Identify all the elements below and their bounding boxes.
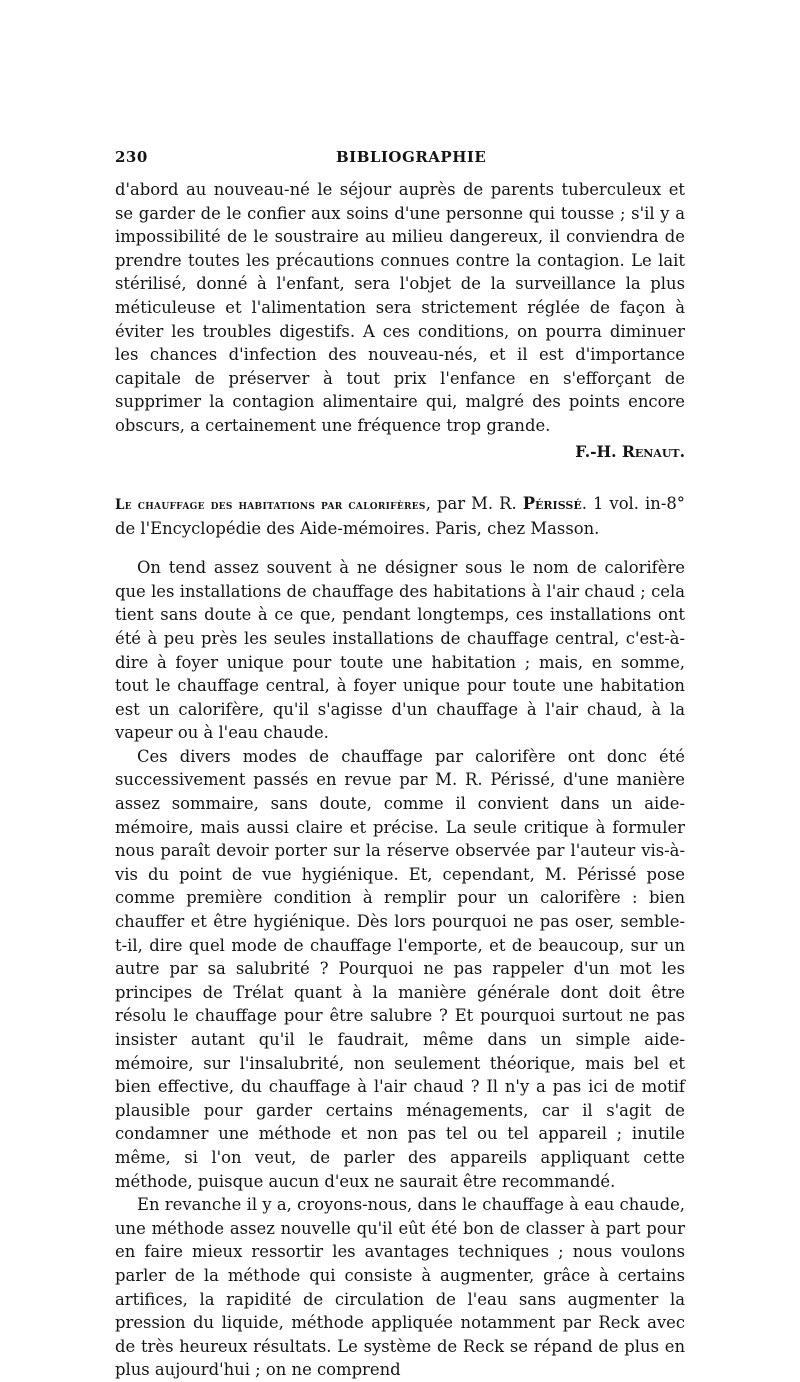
title-connector: , par M. R.	[425, 494, 523, 514]
review-paragraph: En revanche il y a, croyons-nous, dans le chauffage à eau chaude, une méthode assez nouvelle qu'il eût été bon de classer à part pour en faire mieux ressortir les avantages techniques ; nous voulons parler de la méthode qui consiste à augmenter, grâce à certains artifices, la rapidité de circulation de l'eau sans augmenter la pression du liquide, méthode appliquée notamment par Reck avec de très heureux résultats. Le système de Reck se répand de plus en plus aujourd'hui ; on ne comprend	[115, 1195, 685, 1380]
book-title: Le chauffage des habitations par calorifères	[115, 497, 426, 514]
signature-text: F.-H. Renaut.	[575, 441, 685, 461]
running-title: BIBLIOGRAPHIE	[336, 148, 487, 166]
review-body	[115, 556, 685, 1382]
book-author: Périssé	[522, 494, 582, 514]
publication-details: . 1 vol. in-8° de l'Encyclopédie des Aide-mémoires. Paris, chez Masson.	[115, 494, 685, 539]
review-title	[115, 492, 685, 540]
page-number: 230	[115, 148, 148, 166]
book-page	[115, 148, 685, 1382]
review-paragraph: On tend assez souvent à ne désigner sous le nom de calorifère que les installations de chauffage des habitations à l'air chaud ; cela tient sans doute à ce que, pendant longtemps, ces installations ont été à peu près les seules installations de chauffage central, c'est-à-dire à foyer unique pour toute une habitation ; mais, en somme, tout le chauffage central, à foyer unique pour toute une habitation est un calorifère, qu'il s'agisse d'un chauffage à l'air chaud, à la vapeur ou à l'eau chaude.	[115, 558, 685, 743]
reviewer-signature	[115, 440, 685, 464]
previous-review-paragraph: d'abord au nouveau-né le séjour auprès de parents tuberculeux et se garder de le confier aux soins d'une personne qui tousse ; s'il y a impossibilité de le soustraire au milieu dangereux, il conviendra de prendre toutes les précautions connues contre la contagion. Le lait stérilisé, donné à l'enfant, sera l'objet de la surveillance la plus méticuleuse et l'alimentation sera strictement réglée de façon à éviter les troubles digestifs. A ces conditions, on pourra diminuer les chances d'infection des nouveau-nés, et il est d'importance capitale de préserver à tout prix l'enfance en s'efforçant de supprimer la contagion alimentaire qui, malgré des points encore obscurs, a certainement une fréquence trop grande.	[115, 180, 685, 435]
running-head	[115, 148, 685, 178]
review-paragraph: Ces divers modes de chauffage par calorifère ont donc été successivement passés en revue par M. R. Périssé, d'une manière assez sommaire, sans doute, comme il convient dans un aide-mémoire, mais aussi claire et précise. La seule critique à formuler nous paraît devoir porter sur la réserve observée par l'auteur vis-à-vis du point de vue hygiénique. Et, cependant, M. Périssé pose comme première condition à remplir pour un calorifère : bien chauffer et être hygiénique. Dès lors pourquoi ne pas oser, semble-t-il, dire quel mode de chauffage l'emporte, et de beaucoup, sur un autre par sa salubrité ? Pourquoi ne pas rappeler d'un mot les principes de Trélat quant à la manière générale dont doit être résolu le chauffage pour être salubre ? Et pourquoi surtout ne pas insister autant qu'il le faudrait, même dans un simple aide-mémoire, sur l'insalubrité, non seulement théorique, mais bel et bien effective, du chauffage à l'air chaud ? Il n'y a pas ici de motif plausible pour garder certains ménagements, car il s'agit de condamner une méthode et non pas tel ou tel appareil ; inutile même, si l'on veut, de parler des appareils appliquant cette méthode, puisque aucun d'eux ne saurait être recommandé.	[115, 746, 685, 1191]
